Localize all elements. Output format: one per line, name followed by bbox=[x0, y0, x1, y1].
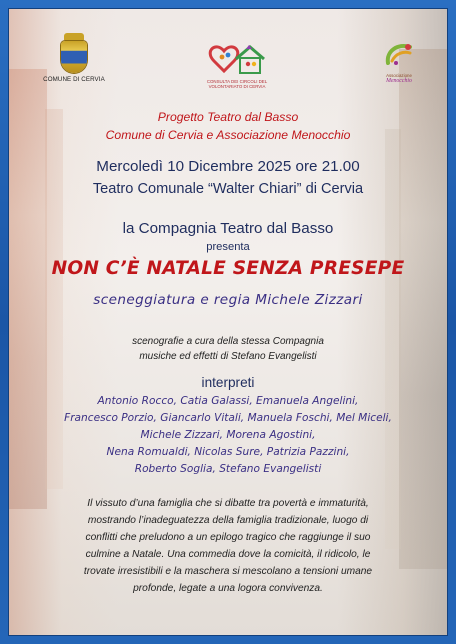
menocchio-emblem-icon bbox=[382, 41, 416, 69]
logo-caption: Associazione bbox=[386, 73, 412, 78]
synopsis-line: profonde, legate a una logora convivenza. bbox=[133, 583, 323, 594]
cast-line: Francesco Porzio, Giancarlo Vitali, Manuela Foschi, Mel Miceli, bbox=[64, 412, 392, 424]
painted-street-right bbox=[399, 49, 447, 569]
direction-credit: sceneggiatura e regia Michele Zizzari bbox=[93, 292, 363, 308]
presents-label: presenta bbox=[206, 241, 250, 253]
show-title: NON C’È NATALE SENZA PRESEPE bbox=[51, 258, 405, 279]
scenography-credit: scenografie a cura della stessa Compagnia bbox=[132, 336, 324, 347]
synopsis-line: culmine a Natale. Una commedia dove la comicità, il ridicolo, le bbox=[85, 549, 371, 560]
crest-icon bbox=[61, 41, 87, 73]
cast-line: Michele Zizzari, Morena Agostini, bbox=[140, 429, 316, 441]
logo-caption: COMUNE DI CERVIA bbox=[43, 76, 105, 83]
cast-line: Nena Romualdi, Nicolas Sure, Patrizia Pazzini, bbox=[106, 446, 350, 458]
cast-line: Antonio Rocco, Catia Galassi, Emanuela Angelini, bbox=[97, 395, 359, 407]
company-name: la Compagnia Teatro dal Basso bbox=[122, 220, 334, 237]
volontariato-logo bbox=[192, 39, 282, 89]
synopsis-line: Il vissuto d’una famiglia che si dibatte tra povertà e immaturità, bbox=[87, 498, 369, 509]
logo-caption: Menocchio bbox=[386, 78, 412, 84]
cast-heading: interpreti bbox=[201, 375, 255, 390]
heart-house-icon bbox=[206, 39, 268, 79]
logo-caption: VOLONTARIATO DI CERVIA bbox=[208, 84, 266, 89]
project-name: Progetto Teatro dal Basso bbox=[157, 110, 299, 124]
crest-crown-icon bbox=[64, 33, 84, 40]
event-venue: Teatro Comunale “Walter Chiari” di Cervia bbox=[92, 181, 364, 197]
logo-caption: CONSULTA DEI CIRCOLI DEL bbox=[206, 79, 268, 84]
organizers: Comune di Cervia e Associazione Menocchio bbox=[105, 128, 351, 142]
cast-line: Roberto Soglia, Stefano Evangelisti bbox=[134, 463, 322, 475]
synopsis-line: trovate irresistibili e la maschera si mescolano a tensioni umane bbox=[83, 566, 373, 577]
music-credit: musiche ed effetti di Stefano Evangelisti bbox=[139, 351, 317, 362]
synopsis-line: conflitti che preludono a un epilogo tragico che raggiunge il suo bbox=[85, 532, 371, 543]
event-poster bbox=[9, 9, 447, 635]
comune-di-cervia-logo bbox=[43, 33, 105, 83]
menocchio-logo bbox=[373, 41, 425, 85]
event-date: Mercoledì 10 Dicembre 2025 ore 21.00 bbox=[96, 158, 360, 175]
synopsis-line: mostrando l’inadeguatezza della famiglia tradizionale, luogo di bbox=[87, 515, 369, 526]
